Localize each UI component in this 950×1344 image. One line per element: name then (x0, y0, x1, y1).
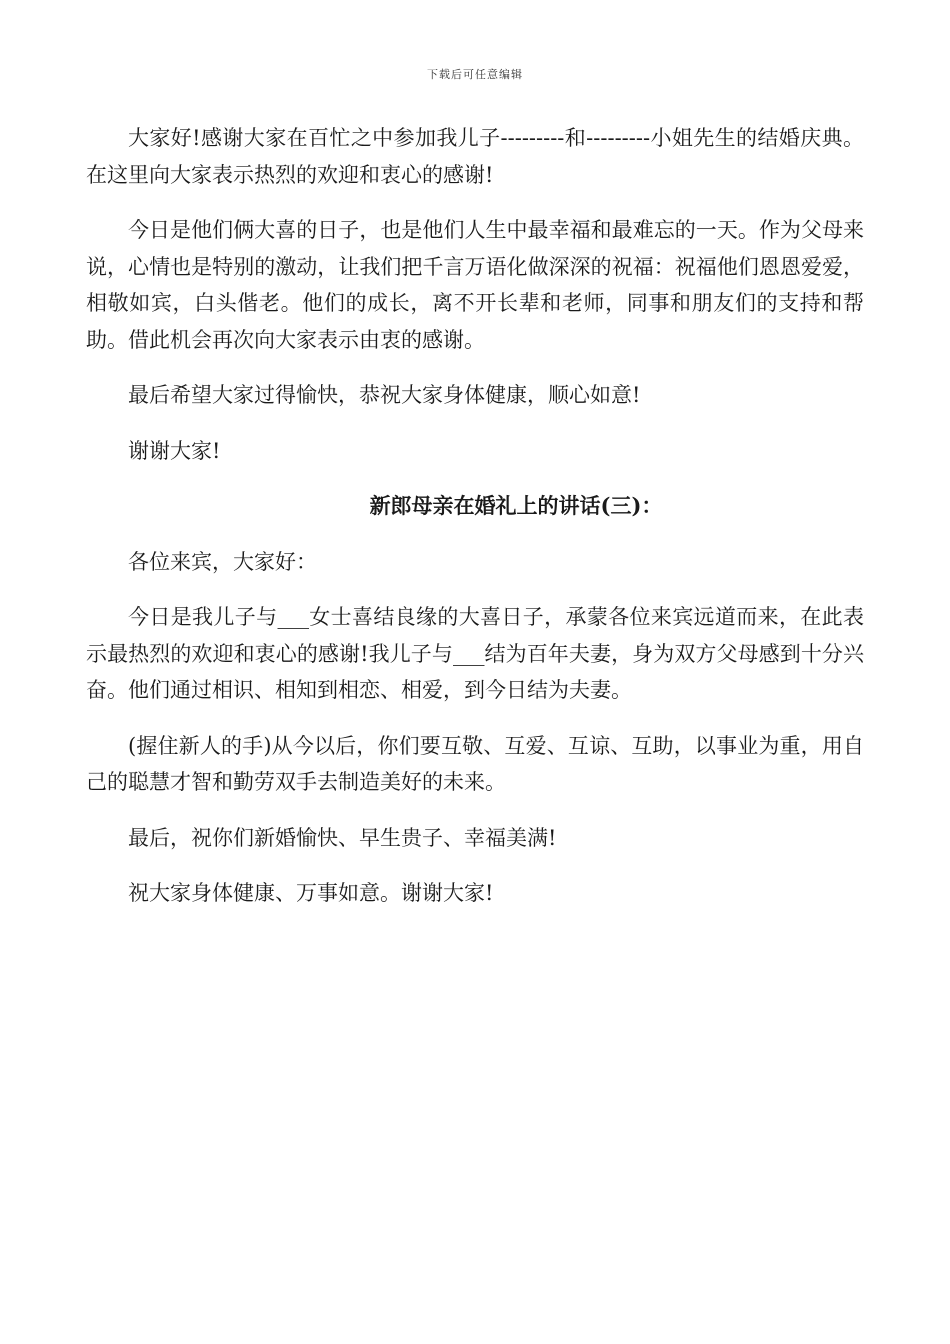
document-body (86, 120, 864, 931)
paragraph-closing: 祝大家身体健康、万事如意。谢谢大家! (128, 881, 494, 905)
paragraph-wishes: 最后希望大家过得愉快，恭祝大家身体健康，顺心如意! (128, 383, 641, 407)
paragraph-blessing: 今日是他们俩大喜的日子，也是他们人生中最幸福和最难忘的一天。作为父母来说，心情也是特别的激动，让我们把千言万语化做深深的祝福：祝福他们恩恩爱爱，相敬如宾，白头偕老。他们的成长，离不开长辈和老师，同事和朋友们的支持和帮助。借此机会再次向大家表示由衷的感谢。 (86, 218, 864, 352)
paragraph-salutation: 各位来宾，大家好： (128, 549, 317, 574)
paragraph-welcome: 今日是我儿子与___女士喜结良缘的大喜日子，承蒙各位来宾远道而来，在此表示最热烈的欢迎和衷心的感谢!我儿子与___结为百年夫妻，身为双方父母感到十分兴奋。他们通过相识、相知到相恋、相爱，到今日结为夫妻。 (86, 605, 864, 702)
paragraph-advice: (握住新人的手)从今以后，你们要互敬、互爱、互谅、互助，以事业为重，用自己的聪慧才智和勤劳双手去制造美好的未来。 (86, 733, 864, 794)
section-title: 新郎母亲在婚礼上的讲话(三)： (369, 493, 663, 518)
header-note: 下载后可任意编辑 (427, 68, 523, 81)
paragraph-thanks: 谢谢大家! (128, 438, 221, 463)
paragraph-greeting: 大家好!感谢大家在百忙之中参加我儿子---------和---------小姐先生的结婚庆典。在这里向大家表示热烈的欢迎和衷心的感谢! (86, 126, 864, 187)
paragraph-final-wish: 最后，祝你们新婚愉快、早生贵子、幸福美满! (128, 825, 557, 850)
